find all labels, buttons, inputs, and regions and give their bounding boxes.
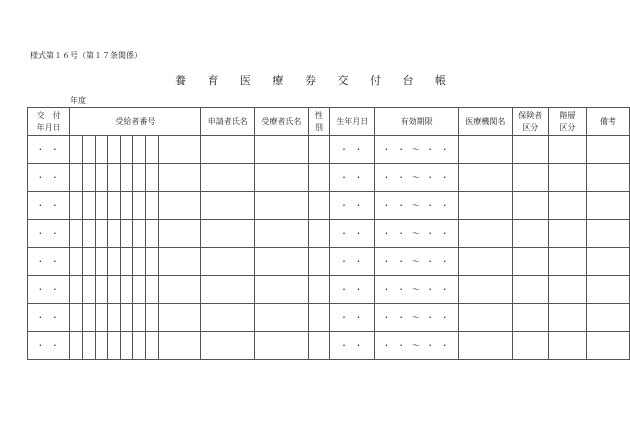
- recipient-digit-cell: [108, 164, 121, 192]
- recipient-digit-cell: [82, 192, 95, 220]
- recipient-digit-cell: [133, 164, 146, 192]
- recipient-digit-cell: [70, 332, 83, 360]
- header-recipient-number: 受給者番号: [70, 108, 201, 136]
- recipient-digit-cell: [120, 164, 133, 192]
- recipient-digit-cell: [82, 220, 95, 248]
- recipient-digit-cell: [158, 276, 201, 304]
- applicant-name-cell: [201, 276, 255, 304]
- applicant-name-cell: [201, 192, 255, 220]
- validity-period-cell: ・ ・ ～ ・ ・: [375, 164, 459, 192]
- recipient-digit-cell: [146, 248, 159, 276]
- header-institution-name: 医療機関名: [459, 108, 513, 136]
- patient-name-cell: [255, 192, 309, 220]
- remarks-cell: [586, 276, 629, 304]
- recipient-digit-cell: [95, 164, 108, 192]
- institution-name-cell: [459, 136, 513, 164]
- sex-cell: [308, 192, 330, 220]
- recipient-digit-cell: [108, 276, 121, 304]
- applicant-name-cell: [201, 164, 255, 192]
- birth-date-cell: ・ ・: [330, 304, 375, 332]
- insurer-category-cell: [512, 304, 548, 332]
- recipient-digit-cell: [70, 304, 83, 332]
- institution-name-cell: [459, 332, 513, 360]
- issue-date-cell: ・ ・: [28, 136, 70, 164]
- recipient-digit-cell: [82, 164, 95, 192]
- sex-cell: [308, 332, 330, 360]
- recipient-digit-cell: [108, 136, 121, 164]
- birth-date-cell: ・ ・: [330, 192, 375, 220]
- insurer-category-cell: [512, 276, 548, 304]
- tier-category-cell: [548, 248, 586, 276]
- ledger-row: [28, 192, 630, 220]
- birth-date-cell: ・ ・: [330, 332, 375, 360]
- tier-category-cell: [548, 332, 586, 360]
- ledger-body: [28, 136, 630, 360]
- recipient-digit-cell: [70, 276, 83, 304]
- recipient-digit-cell: [158, 304, 201, 332]
- recipient-digit-cell: [82, 332, 95, 360]
- recipient-digit-cell: [95, 248, 108, 276]
- recipient-digit-cell: [70, 192, 83, 220]
- validity-period-cell: ・ ・ ～ ・ ・: [375, 248, 459, 276]
- recipient-digit-cell: [133, 304, 146, 332]
- sex-cell: [308, 276, 330, 304]
- header-sex: 性 別: [308, 108, 330, 136]
- sex-cell: [308, 220, 330, 248]
- birth-date-cell: ・ ・: [330, 248, 375, 276]
- recipient-digit-cell: [120, 276, 133, 304]
- recipient-digit-cell: [95, 304, 108, 332]
- recipient-digit-cell: [158, 248, 201, 276]
- issue-date-cell: ・ ・: [28, 192, 70, 220]
- institution-name-cell: [459, 220, 513, 248]
- insurer-category-cell: [512, 192, 548, 220]
- insurer-category-cell: [512, 136, 548, 164]
- recipient-digit-cell: [146, 164, 159, 192]
- sex-cell: [308, 248, 330, 276]
- ledger-row: [28, 136, 630, 164]
- recipient-digit-cell: [133, 192, 146, 220]
- tier-category-cell: [548, 192, 586, 220]
- insurer-category-cell: [512, 164, 548, 192]
- validity-period-cell: ・ ・ ～ ・ ・: [375, 304, 459, 332]
- recipient-digit-cell: [133, 220, 146, 248]
- header-tier-category: 階層 区分: [548, 108, 586, 136]
- ledger-row: [28, 332, 630, 360]
- birth-date-cell: ・ ・: [330, 164, 375, 192]
- recipient-digit-cell: [158, 164, 201, 192]
- issuance-ledger-table: [27, 107, 630, 360]
- birth-date-cell: ・ ・: [330, 276, 375, 304]
- recipient-digit-cell: [120, 192, 133, 220]
- validity-period-cell: ・ ・ ～ ・ ・: [375, 136, 459, 164]
- patient-name-cell: [255, 304, 309, 332]
- tier-category-cell: [548, 276, 586, 304]
- header-applicant-name: 申請者氏名: [201, 108, 255, 136]
- recipient-digit-cell: [108, 304, 121, 332]
- ledger-row: [28, 276, 630, 304]
- recipient-digit-cell: [95, 192, 108, 220]
- recipient-digit-cell: [82, 136, 95, 164]
- header-validity-period: 有効期限: [375, 108, 459, 136]
- recipient-digit-cell: [133, 276, 146, 304]
- recipient-digit-cell: [95, 220, 108, 248]
- institution-name-cell: [459, 192, 513, 220]
- recipient-digit-cell: [158, 136, 201, 164]
- recipient-digit-cell: [108, 220, 121, 248]
- remarks-cell: [586, 332, 629, 360]
- recipient-digit-cell: [120, 248, 133, 276]
- ledger-row: [28, 304, 630, 332]
- issue-date-cell: ・ ・: [28, 276, 70, 304]
- ledger-row: [28, 220, 630, 248]
- validity-period-cell: ・ ・ ～ ・ ・: [375, 276, 459, 304]
- insurer-category-cell: [512, 248, 548, 276]
- recipient-digit-cell: [146, 276, 159, 304]
- header-birth-date: 生年月日: [330, 108, 375, 136]
- remarks-cell: [586, 220, 629, 248]
- recipient-digit-cell: [95, 332, 108, 360]
- recipient-digit-cell: [95, 136, 108, 164]
- recipient-digit-cell: [108, 332, 121, 360]
- patient-name-cell: [255, 276, 309, 304]
- patient-name-cell: [255, 136, 309, 164]
- sex-cell: [308, 164, 330, 192]
- tier-category-cell: [548, 136, 586, 164]
- insurer-category-cell: [512, 332, 548, 360]
- ledger-row: [28, 164, 630, 192]
- remarks-cell: [586, 304, 629, 332]
- recipient-digit-cell: [120, 136, 133, 164]
- institution-name-cell: [459, 276, 513, 304]
- recipient-digit-cell: [133, 332, 146, 360]
- birth-date-cell: ・ ・: [330, 220, 375, 248]
- recipient-digit-cell: [146, 332, 159, 360]
- header-patient-name: 受療者氏名: [255, 108, 309, 136]
- patient-name-cell: [255, 164, 309, 192]
- recipient-digit-cell: [158, 192, 201, 220]
- recipient-digit-cell: [146, 304, 159, 332]
- issue-date-cell: ・ ・: [28, 304, 70, 332]
- ledger-row: [28, 248, 630, 276]
- recipient-digit-cell: [95, 276, 108, 304]
- sex-cell: [308, 304, 330, 332]
- recipient-digit-cell: [70, 136, 83, 164]
- recipient-digit-cell: [158, 332, 201, 360]
- insurer-category-cell: [512, 220, 548, 248]
- recipient-digit-cell: [120, 304, 133, 332]
- recipient-digit-cell: [70, 164, 83, 192]
- patient-name-cell: [255, 220, 309, 248]
- header-insurer-category: 保険者 区分: [512, 108, 548, 136]
- recipient-digit-cell: [158, 220, 201, 248]
- tier-category-cell: [548, 164, 586, 192]
- recipient-digit-cell: [108, 192, 121, 220]
- recipient-digit-cell: [70, 248, 83, 276]
- birth-date-cell: ・ ・: [330, 136, 375, 164]
- issue-date-cell: ・ ・: [28, 248, 70, 276]
- form-number: 様式第１６号（第１７条関係）: [30, 51, 142, 60]
- tier-category-cell: [548, 220, 586, 248]
- recipient-digit-cell: [133, 136, 146, 164]
- recipient-digit-cell: [82, 304, 95, 332]
- recipient-digit-cell: [108, 248, 121, 276]
- validity-period-cell: ・ ・ ～ ・ ・: [375, 192, 459, 220]
- remarks-cell: [586, 192, 629, 220]
- recipient-digit-cell: [70, 220, 83, 248]
- applicant-name-cell: [201, 220, 255, 248]
- remarks-cell: [586, 164, 629, 192]
- applicant-name-cell: [201, 332, 255, 360]
- patient-name-cell: [255, 332, 309, 360]
- document-title: 養 育 医 療 券 交 付 台 帳: [175, 74, 455, 87]
- header-remarks: 備考: [586, 108, 629, 136]
- issue-date-cell: ・ ・: [28, 332, 70, 360]
- recipient-digit-cell: [133, 248, 146, 276]
- validity-period-cell: ・ ・ ～ ・ ・: [375, 220, 459, 248]
- issue-date-cell: ・ ・: [28, 164, 70, 192]
- applicant-name-cell: [201, 304, 255, 332]
- institution-name-cell: [459, 248, 513, 276]
- recipient-digit-cell: [146, 220, 159, 248]
- validity-period-cell: ・ ・ ～ ・ ・: [375, 332, 459, 360]
- recipient-digit-cell: [82, 276, 95, 304]
- year-label: 年度: [70, 96, 86, 105]
- remarks-cell: [586, 136, 629, 164]
- issue-date-cell: ・ ・: [28, 220, 70, 248]
- recipient-digit-cell: [146, 192, 159, 220]
- header-issue-date: 交 付 年月日: [28, 108, 70, 136]
- recipient-digit-cell: [120, 220, 133, 248]
- institution-name-cell: [459, 304, 513, 332]
- applicant-name-cell: [201, 248, 255, 276]
- header-row: [28, 108, 630, 136]
- sex-cell: [308, 136, 330, 164]
- patient-name-cell: [255, 248, 309, 276]
- institution-name-cell: [459, 164, 513, 192]
- remarks-cell: [586, 248, 629, 276]
- recipient-digit-cell: [82, 248, 95, 276]
- tier-category-cell: [548, 304, 586, 332]
- recipient-digit-cell: [146, 136, 159, 164]
- recipient-digit-cell: [120, 332, 133, 360]
- applicant-name-cell: [201, 136, 255, 164]
